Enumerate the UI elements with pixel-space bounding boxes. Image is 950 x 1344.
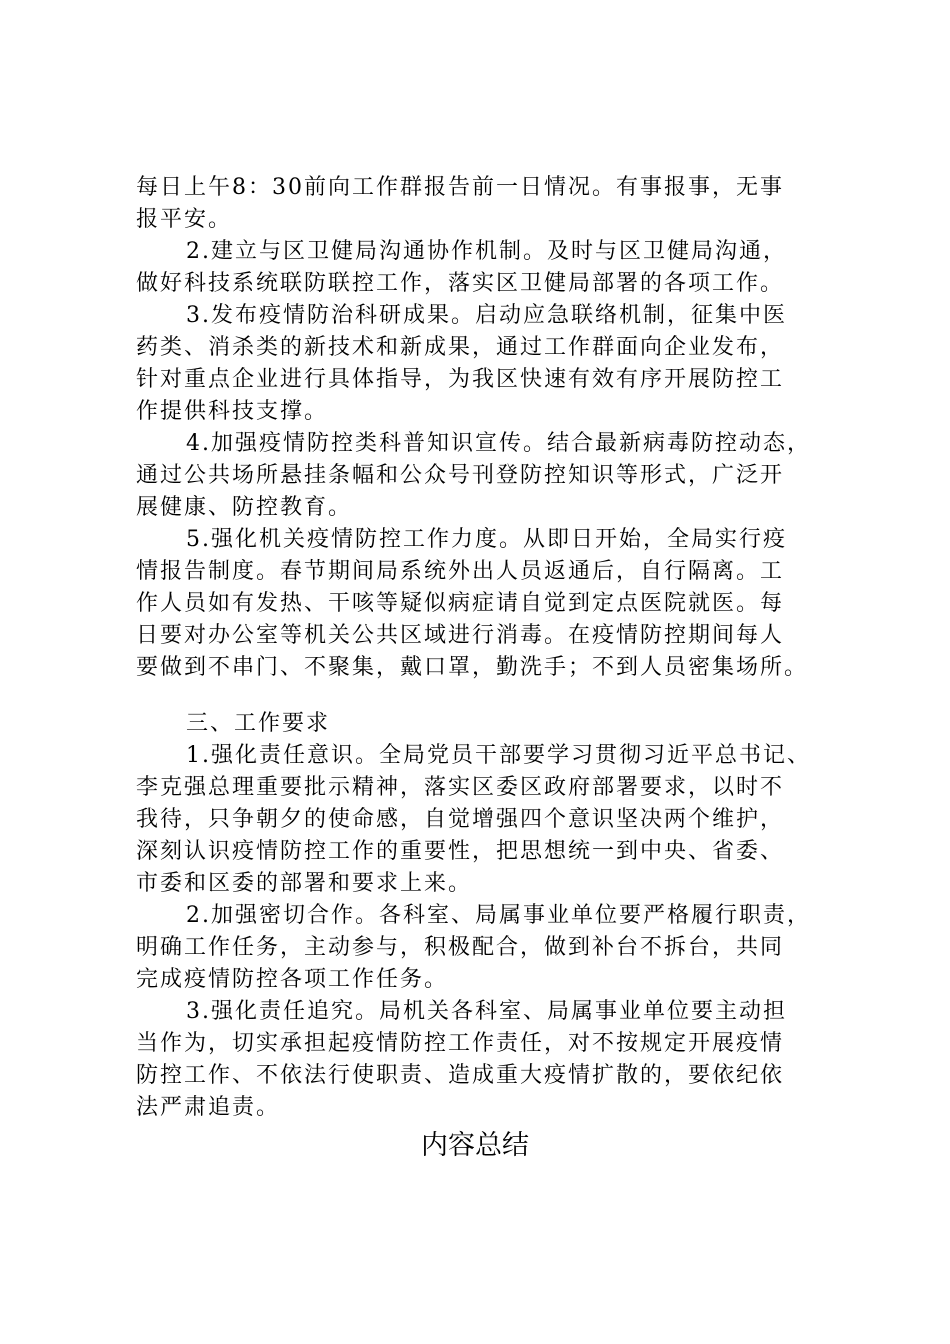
- item-3-line: 3.发布疫情防治科研成果。启动应急联络机制，征集中医: [186, 303, 787, 328]
- requirement-1-line: 1.强化责任意识。全局党员干部要学习贯彻习近平总书记、: [186, 743, 811, 768]
- item-5-line: 5.强化机关疫情防控工作力度。从即日开始，全局实行疫: [186, 527, 787, 552]
- item-5-line: 要做到不串门、不聚集，戴口罩，勤洗手；不到人员密集场所。: [136, 655, 809, 680]
- requirement-2-line: 完成疫情防控各项工作任务。: [136, 967, 449, 992]
- summary-title: 内容总结: [421, 1130, 529, 1161]
- document-body: [136, 172, 826, 1124]
- requirement-3-line: 法严肃追责。: [136, 1095, 281, 1120]
- item-4-line: 展健康、防控教育。: [136, 495, 353, 520]
- item-3-line: 针对重点企业进行具体指导，为我区快速有效有序开展防控工: [136, 367, 785, 392]
- item-3-line: 作提供科技支撑。: [136, 399, 329, 424]
- requirement-1-line: 市委和区委的部署和要求上来。: [136, 871, 473, 896]
- requirement-2-line: 明确工作任务，主动参与，积极配合，做到补台不拆台，共同: [136, 935, 785, 960]
- item-2-line: 做好科技系统联防联控工作，落实区卫健局部署的各项工作。: [136, 271, 785, 296]
- requirement-2-line: 2.加强密切合作。各科室、局属事业单位要严格履行职责，: [186, 903, 811, 928]
- requirement-3-line: 防控工作、不依法行使职责、造成重大疫情扩散的，要依纪依: [136, 1063, 785, 1088]
- item-5-line: 日要对办公室等机关公共区域进行消毒。在疫情防控期间每人: [136, 623, 785, 648]
- item-5-line: 作人员如有发热、干咳等疑似病症请自觉到定点医院就医。每: [136, 591, 785, 616]
- paragraph-line: 每日上午8：30前向工作群报告前一日情况。有事报事，无事: [136, 175, 784, 200]
- requirement-3-line: 3.强化责任追究。局机关各科室、局属事业单位要主动担: [186, 999, 787, 1024]
- item-4-line: 通过公共场所悬挂条幅和公众号刊登防控知识等形式，广泛开: [136, 463, 785, 488]
- requirement-3-line: 当作为，切实承担起疫情防控工作责任，对不按规定开展疫情: [136, 1031, 785, 1056]
- requirement-1-line: 深刻认识疫情防控工作的重要性，把思想统一到中央、省委、: [136, 839, 785, 864]
- section-gap: [136, 684, 826, 708]
- requirement-1-line: 我待，只争朝夕的使命感，自觉增强四个意识坚决两个维护，: [136, 807, 785, 832]
- item-5-line: 情报告制度。春节期间局系统外出人员返通后，自行隔离。工: [136, 559, 785, 584]
- section-heading: 三、工作要求: [186, 711, 331, 736]
- requirement-1-line: 李克强总理重要批示精神，落实区委区政府部署要求，以时不: [136, 775, 785, 800]
- item-4-line: 4.加强疫情防控类科普知识宣传。结合最新病毒防控动态，: [186, 431, 811, 456]
- item-3-line: 药类、消杀类的新技术和新成果，通过工作群面向企业发布，: [136, 335, 785, 360]
- item-2-line: 2.建立与区卫健局沟通协作机制。及时与区卫健局沟通，: [186, 239, 787, 264]
- paragraph-line: 报平安。: [136, 207, 233, 232]
